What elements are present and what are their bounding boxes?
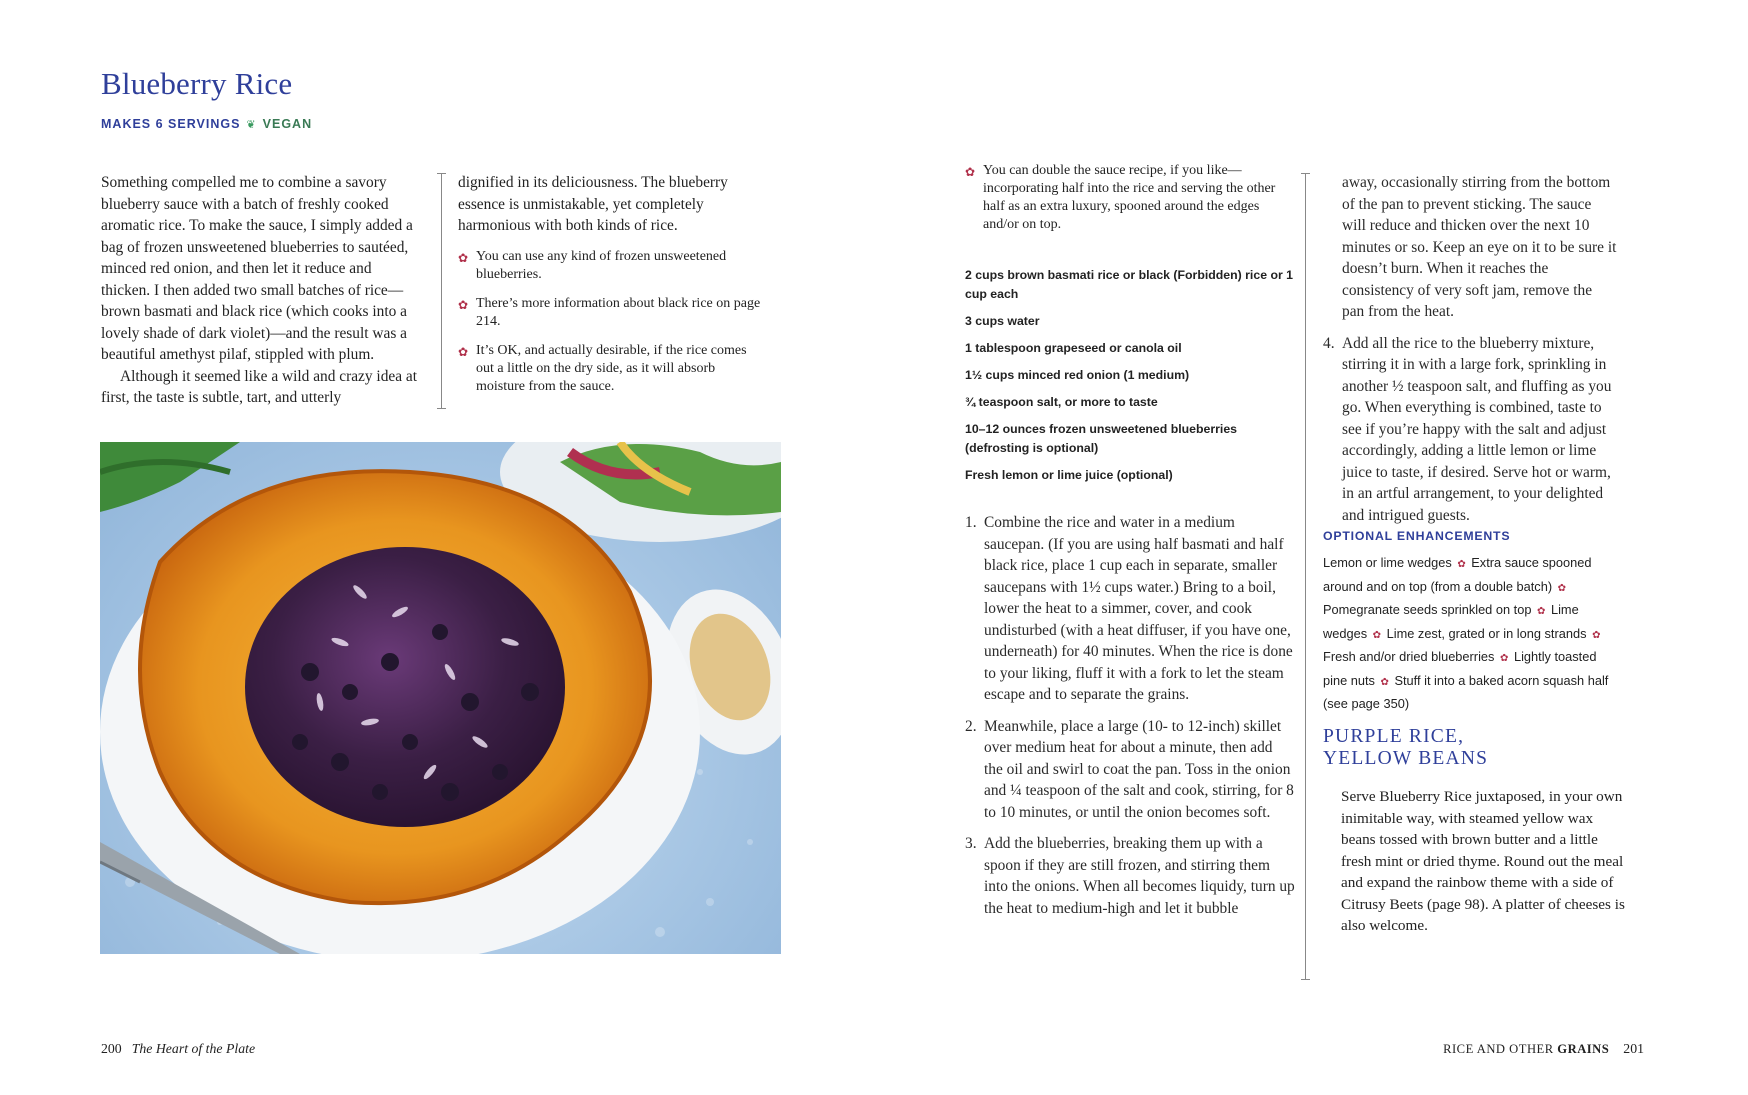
recipe-title: Blueberry Rice [101,66,293,101]
enhancement-item: Extra sauce spooned around and on top (from a double batch) [1323,555,1592,594]
intro-column [101,172,424,409]
running-head-text: RICE AND OTHER [1443,1042,1554,1056]
step-3-continuation [1323,172,1618,323]
method-steps [965,512,1295,929]
right-column [1323,172,1618,536]
page-number-right: 201 [1623,1041,1644,1056]
optional-enhancements-list [1323,552,1623,715]
step-text: Meanwhile, place a large (10- to 12-inch) skillet over medium heat for about a minute, then add the oil and swirl to coat the pan. Toss in the onion and ¼ teaspoon of the salt and cook, stirring, for 8 to 10 minutes, or until the onion becomes soft. [984,717,1294,821]
intro-paragraph-1: Something compelled me to combine a savory blueberry sauce with a batch of freshly cooked aromatic rice. To make the sauce, I simply added a bag of frozen unsweetened blueberries to sautéed, minced red onion, and then let it reduce and thicken. I then added two small batches of rice—brown basmati and black rice (which cooks into a lovely shade of dark violet)—and the result was a beautiful amethyst pilaf, stippled with plum. [101,174,413,363]
step-text: Add the blueberries, breaking them up with a spoon if they are still frozen, and stirring them into the onions. When all becomes liquidy, turn up the heat to medium-high and let it bubble [984,835,1295,917]
flower-bullet-icon: ✿ [1372,629,1382,641]
flower-bullet-icon: ✿ [1592,629,1601,641]
tips-column [458,172,763,396]
flower-bullet-icon: ✿ [458,297,469,312]
enhancement-item: Lime wedges [1323,602,1579,641]
method-step [965,716,1295,824]
right-page [874,0,1748,1095]
page-number-left: 200 [101,1041,122,1056]
servings-label: MAKES 6 SERVINGS [101,117,241,131]
column-rule-left [441,173,442,409]
tip-item [458,295,763,331]
tip-text: There’s more information about black rice on page 214. [476,295,761,329]
ingredient-item: 3 cups water [965,314,1040,328]
green-beans [100,442,240,512]
blueberry-rice [245,547,565,827]
intro-paragraph-2: Although it seemed like a wild and crazy idea at first, the taste is subtle, tart, and utterly [101,367,418,406]
sidebar-heading [1323,726,1488,770]
recipe-meta [101,117,312,131]
sidebar-heading-line2: YELLOW BEANS [1323,748,1489,769]
method-step [965,833,1295,919]
flower-bullet-icon: ✿ [1537,606,1546,617]
step-number: 2. [965,717,977,735]
sidebar-text: Serve Blueberry Rice juxtaposed, in your own inimitable way, with steamed yellow wax beans tossed with brown butter and a little fresh mint or dried thyme. Round out the meal and expand the rainbow theme with a side of Citrusy Beets (page 98). A platter of cheeses is also welcome. [1341,788,1625,934]
vegan-label: VEGAN [262,117,313,131]
flower-bullet-icon: ✿ [1557,582,1567,594]
step-number: 3. [965,835,977,852]
enhancement-item: Lightly toasted pine nuts [1323,649,1597,688]
enhancement-item: Lime zest, grated or in long strands [1386,625,1587,641]
ingredient-item: ¾ teaspoon salt, or more to taste [965,395,1158,409]
step-number: 1. [965,514,977,531]
enhancement-item: Pomegranate seeds sprinkled on top [1323,602,1532,617]
column-rule-right [1305,173,1306,980]
ingredient-item: 1 tablespoon grapeseed or canola oil [965,341,1182,355]
tip-item [458,342,763,396]
double-sauce-tip [965,162,1295,234]
ingredient-item: 10–12 ounces frozen unsweetened blueberries (defrosting is optional) [965,422,1237,455]
step-text: Combine the rice and water in a medium saucepan. (If you are using half basmati and half black rice, place 1 cup each in separate, smaller saucepans with 1½ cups water.) Bring to a boil, lower the heat to a simmer, cover, and cook undisturbed (with a heat diffuser, if you have one, underneath) for 40 minutes. When the rice is done to your liking, fluff it with a fork to let the steam escape and to separate the grains. [984,514,1293,703]
flower-bullet-icon: ✿ [1500,653,1509,664]
optional-enhancements-heading: OPTIONAL ENHANCEMENTS [1323,529,1511,543]
flower-bullet-icon: ✿ [1457,559,1466,570]
intro-continuation: dignified in its deliciousness. The blueberry essence is unmistakable, yet completely harmonious with both kinds of rice. [458,174,728,234]
ingredient-list [965,266,1295,493]
method-step [1323,333,1618,527]
squash-illustration [100,442,781,954]
ingredient-item: 2 cups brown basmati rice or black (Forbidden) rice or 1 cup each [965,268,1293,301]
step-text: Add all the rice to the blueberry mixture, stirring it in with a large fork, sprinkling in another ½ teaspoon salt, and fluffing as you go. When everything is combined, taste to see if you’re happy with the salt and adjust accordingly, adding a little lemon or lime juice to taste, if desired. Serve hot or warm, in an artful arrangement, to your delighted and intrigued guests. [1342,334,1612,524]
running-head-emphasis: GRAINS [1557,1042,1610,1056]
step-text: away, occasionally stirring from the bottom of the pan to prevent sticking. The sauce will reduce and thicken over the next 10 minutes or so. Keep an eye on it to be sure it doesn’t burn. When it reaches the consistency of very soft jam, remove the pan from the heat. [1342,174,1617,320]
flower-bullet-icon: ✿ [458,250,469,265]
method-step [965,512,1295,706]
ingredient-item: Fresh lemon or lime juice (optional) [965,468,1173,482]
sidebar-heading-line1: PURPLE RICE, [1323,726,1465,747]
right-folio [1443,1041,1644,1057]
recipe-photo [100,442,781,954]
book-title: The Heart of the Plate [131,1041,256,1056]
left-folio [101,1041,255,1057]
enhancement-item: Fresh and/or dried blueberries [1323,649,1495,664]
enhancement-item: Stuff it into a baked acorn squash half (see page 350) [1323,672,1609,711]
flower-bullet-icon: ✿ [965,165,976,179]
tip-text: You can double the sauce recipe, if you like—incorporating half into the rice and serving the other half as an extra luxury, spooned around the edges and/or on top. [983,163,1276,232]
step-number: 4. [1323,334,1335,352]
flower-bullet-icon: ✿ [458,344,469,359]
tip-text: You can use any kind of frozen unsweetened blueberries. [476,248,727,282]
enhancement-item: Lemon or lime wedges [1323,555,1452,570]
ingredient-item: 1½ cups minced red onion (1 medium) [965,368,1190,382]
leaf-icon: ❦ [246,118,257,131]
flower-bullet-icon: ✿ [1380,676,1389,688]
running-head [1443,1042,1609,1056]
tip-text: It’s OK, and actually desirable, if the rice comes out a little on the dry side, as it will absorb moisture from the sauce. [476,342,747,394]
tip-item [458,248,763,284]
